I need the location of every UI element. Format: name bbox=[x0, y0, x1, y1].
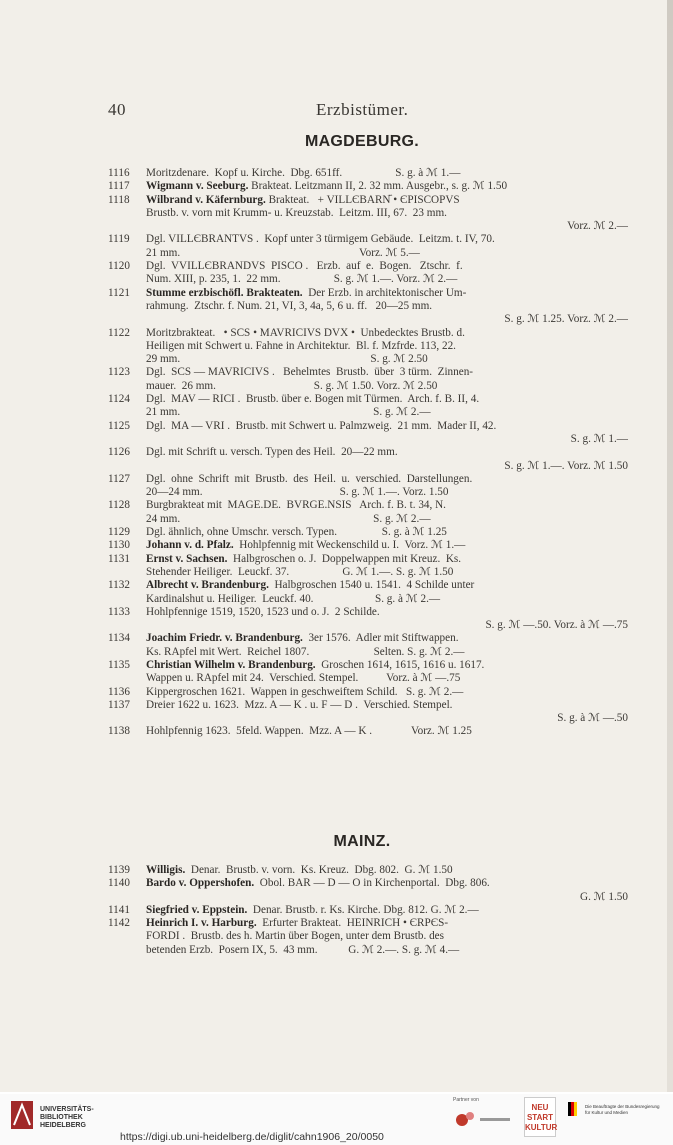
entry-line: Bardo v. Oppershofen. Obol. BAR — D — O in Kirchenportal. Dbg. 806. bbox=[146, 877, 490, 890]
entry-line: Dgl. ähnlich, ohne Umschr. versch. Typen. S. g. à ℳ 1.25 bbox=[146, 526, 447, 539]
entry-number: 1122 bbox=[108, 326, 130, 339]
entry-line: 24 mm. S. g. ℳ 2.— bbox=[146, 512, 431, 525]
ruler-name: Johann v. d. Pfalz. bbox=[146, 539, 234, 552]
ruler-name: Willigis. bbox=[146, 864, 186, 876]
entry-line: Brustb. v. vorn mit Krumm- u. Kreuzstab. Leitzm. III, 67. 23 mm. bbox=[146, 206, 447, 219]
catalog-list-magdeburg bbox=[108, 167, 628, 739]
catalog-entry bbox=[108, 553, 628, 580]
entry-line: Dgl. SCS — MAVRICIVS . Behelmtes Brustb. über 3 türm. Zinnen- bbox=[146, 366, 474, 379]
entry-number: 1134 bbox=[108, 632, 130, 645]
entry-line: Wigmann v. Seeburg. Brakteat. Leitzmann II, 2. 32 mm. Ausgebr., s. g. ℳ 1.50 bbox=[146, 180, 508, 193]
entry-number: 1124 bbox=[108, 393, 130, 406]
catalog-entry bbox=[108, 499, 628, 526]
entry-number: 1138 bbox=[108, 725, 130, 738]
entry-line: Stehender Heiliger. Leuckf. 37. G. ℳ 1.—. S. g. ℳ 1.50 bbox=[146, 565, 454, 578]
entry-line: Heinrich I. v. Harburg. Erfurter Brakteat. HEINRICH • ЄRPЄS- bbox=[146, 917, 449, 930]
page-edge bbox=[667, 0, 673, 1092]
entry-line: G. ℳ 1.50 bbox=[579, 890, 628, 903]
entry-line: Kardinalshut u. Heiliger. Leuckf. 40. S. g. à ℳ 2.— bbox=[146, 592, 441, 605]
entry-line: Stumme erzbischöfl. Brakteaten. Der Erzb. in architektonischer Um- bbox=[146, 286, 467, 299]
section-title-magdeburg: MAGDEBURG. bbox=[304, 133, 420, 150]
catalog-entry bbox=[108, 194, 628, 234]
university-logo-icon bbox=[10, 1100, 34, 1130]
entry-line: Dreier 1622 u. 1623. Mzz. A — K . u. F — D . Verschied. Stempel. bbox=[146, 698, 453, 711]
source-url[interactable]: https://digi.ub.uni-heidelberg.de/diglit/cahn1906_20/0050 bbox=[120, 1131, 384, 1143]
entry-number: 1117 bbox=[108, 180, 130, 193]
entry-number: 1135 bbox=[108, 658, 130, 671]
entry-line: S. g. à ℳ —.50 bbox=[557, 712, 628, 725]
federal-eagle-icon bbox=[568, 1102, 580, 1116]
entry-line: Dgl. mit Schrift u. versch. Typen des Heil. 20—22 mm. bbox=[146, 446, 398, 459]
catalog-entry bbox=[108, 699, 628, 726]
catalog-list-mainz bbox=[108, 864, 628, 957]
entry-number: 1120 bbox=[108, 260, 130, 273]
entry-line: Dgl. ohne Schrift mit Brustb. des Heil. u. verschied. Darstellungen. bbox=[146, 472, 473, 485]
entry-line: S. g. ℳ 1.—. Vorz. ℳ 1.50 bbox=[504, 459, 628, 472]
entry-line: 21 mm. Vorz. ℳ 5.— bbox=[146, 246, 420, 259]
catalog-entry bbox=[108, 864, 628, 877]
entry-number: 1118 bbox=[108, 193, 130, 206]
entry-number: 1141 bbox=[108, 903, 130, 916]
entry-number: 1136 bbox=[108, 685, 130, 698]
entry-number: 1128 bbox=[108, 499, 130, 512]
catalog-entry bbox=[108, 686, 628, 699]
ruler-name: Albrecht v. Brandenburg. bbox=[146, 579, 269, 592]
entry-line: Burgbrakteat mit MAGE.DE. BVRGE.NSIS Arch. f. B. t. 34, N. bbox=[146, 499, 446, 512]
federal-commissioner-label: Die Beauftragte der Bundesregierung für Kultur und Medien bbox=[585, 1104, 660, 1115]
catalog-entry bbox=[108, 287, 628, 327]
entry-line: S. g. ℳ 1.— bbox=[570, 432, 628, 445]
catalog-entry bbox=[108, 180, 628, 193]
entry-number: 1129 bbox=[108, 526, 130, 539]
entry-number: 1139 bbox=[108, 864, 130, 876]
ruler-name: Siegfried v. Eppstein. bbox=[146, 903, 248, 916]
entry-line: Wilbrand v. Käfernburg. Brakteat. + VILLЄBARN᷈ • ЄPISCOPVS bbox=[146, 193, 460, 206]
page-title: Erzbistümer. bbox=[316, 100, 409, 119]
entry-line: mauer. 26 mm. S. g. ℳ 1.50. Vorz. ℳ 2.50 bbox=[146, 379, 438, 392]
entry-line: Dgl. MA — VRI . Brustb. mit Schwert u. Palmzweig. 21 mm. Mader II, 42. bbox=[146, 419, 497, 432]
ruler-name: Joachim Friedr. v. Brandenburg. bbox=[146, 632, 303, 645]
entry-line: Albrecht v. Brandenburg. Halbgroschen 1540 u. 1541. 4 Schilde unter bbox=[146, 579, 475, 592]
ruler-name: Wigmann v. Seeburg. bbox=[146, 180, 249, 193]
entry-line: Num. XIII, p. 235, 1. 22 mm. S. g. ℳ 1.—. Vorz. ℳ 2.— bbox=[146, 273, 458, 286]
catalog-entry bbox=[108, 917, 628, 957]
entry-number: 1132 bbox=[108, 579, 130, 592]
entry-number: 1125 bbox=[108, 419, 130, 432]
ruler-name: Ernst v. Sachsen. bbox=[146, 552, 228, 565]
footer-bar bbox=[0, 1094, 673, 1145]
catalog-entry bbox=[108, 579, 628, 606]
partner-logo-icon bbox=[452, 1104, 512, 1134]
entry-number: 1142 bbox=[108, 917, 130, 930]
entry-line: Hohlpfennig 1623. 5feld. Wappen. Mzz. A — K . Vorz. ℳ 1.25 bbox=[146, 725, 472, 738]
catalog-entry bbox=[108, 327, 628, 367]
entry-line: Johann v. d. Pfalz. Hohlpfennig mit Weckenschild u. I. Vorz. ℳ 1.— bbox=[146, 539, 466, 552]
catalog-entry bbox=[108, 260, 628, 287]
entry-line: Joachim Friedr. v. Brandenburg. 3er 1576. Adler mit Stiftwappen. bbox=[146, 632, 459, 645]
ruler-name: Wilbrand v. Käfernburg. bbox=[146, 193, 266, 206]
entry-line: 20—24 mm. S. g. ℳ 1.—. Vorz. 1.50 bbox=[146, 486, 449, 499]
entry-line: Dgl. MAV — RICI . Brustb. über e. Bogen mit Türmen. Arch. f. B. II, 4. bbox=[146, 393, 480, 406]
catalog-entry bbox=[108, 877, 628, 904]
entry-number: 1133 bbox=[108, 605, 130, 618]
catalog-entry bbox=[108, 606, 628, 633]
partner-label: Partner von bbox=[453, 1097, 479, 1103]
entry-line: Willigis. Denar. Brustb. v. vorn. Ks. Kreuz. Dbg. 802. G. ℳ 1.50 bbox=[146, 864, 453, 876]
entry-line: Vorz. ℳ 2.— bbox=[567, 220, 628, 233]
entry-line: 21 mm. S. g. ℳ 2.— bbox=[146, 406, 431, 419]
catalog-entry bbox=[108, 233, 628, 260]
entry-line: Dgl. VVILLЄBRANDVS PISCO . Erzb. auf e. Bogen. Ztschr. f. bbox=[146, 260, 463, 273]
entry-number: 1131 bbox=[108, 552, 130, 565]
library-name: UNIVERSITÄTS- BIBLIOTHEK HEIDELBERG bbox=[40, 1106, 94, 1129]
entry-line: betenden Erzb. Posern IX, 5. 43 mm. G. ℳ 2.—. S. g. ℳ 4.— bbox=[146, 943, 460, 956]
section-title-mainz: MAINZ. bbox=[333, 833, 391, 850]
catalog-entry bbox=[108, 539, 628, 552]
ruler-name: Christian Wilhelm v. Brandenburg. bbox=[146, 658, 316, 671]
entry-number: 1140 bbox=[108, 877, 130, 890]
entry-line: Moritzdenare. Kopf u. Kirche. Dbg. 651ff. S. g. à ℳ 1.— bbox=[146, 167, 461, 179]
entry-line: Dgl. VILLЄBRANTVS . Kopf unter 3 türmigem Gebäude. Leitzm. t. IV, 70. bbox=[146, 233, 495, 246]
catalog-entry bbox=[108, 393, 628, 420]
catalog-entry bbox=[108, 904, 628, 917]
entry-number: 1127 bbox=[108, 472, 130, 485]
entry-line: Heiligen mit Schwert u. Fahne in Architektur. Bl. f. Mzfrde. 113, 22. bbox=[146, 339, 456, 352]
entry-number: 1116 bbox=[108, 167, 130, 179]
entry-line: Christian Wilhelm v. Brandenburg. Groschen 1614, 1615, 1616 u. 1617. bbox=[146, 658, 485, 671]
catalog-entry bbox=[108, 446, 628, 473]
entry-line: 29 mm. S. g. ℳ 2.50 bbox=[146, 353, 428, 366]
entry-line: Hohlpfennige 1519, 1520, 1523 und o. J. 2 Schilde. bbox=[146, 605, 380, 618]
entry-line: S. g. ℳ —.50. Vorz. à ℳ —.75 bbox=[485, 619, 628, 632]
entry-line: rahmung. Ztschr. f. Num. 21, VI, 3, 4a, 5, 6 u. ff. 20—25 mm. bbox=[146, 299, 433, 312]
page-number: 40 bbox=[108, 100, 126, 119]
entry-number: 1121 bbox=[108, 286, 130, 299]
page-header bbox=[108, 100, 616, 126]
catalog-entry bbox=[108, 366, 628, 393]
entry-number: 1130 bbox=[108, 539, 130, 552]
entry-line: Ernst v. Sachsen. Halbgroschen o. J. Doppelwappen mit Kreuz. Ks. bbox=[146, 552, 462, 565]
entry-number: 1119 bbox=[108, 233, 130, 246]
entry-line: Kippergroschen 1621. Wappen in geschweiftem Schild. S. g. ℳ 2.— bbox=[146, 685, 464, 698]
ruler-name: Stumme erzbischöfl. Brakteaten. bbox=[146, 286, 303, 299]
entry-number: 1137 bbox=[108, 698, 130, 711]
entry-number: 1123 bbox=[108, 366, 130, 379]
catalog-entry bbox=[108, 420, 628, 447]
entry-line: Moritzbrakteat. • SCS • MAVRICIVS DVX • Unbedecktes Brustb. d. bbox=[146, 326, 465, 339]
entry-line: Ks. RApfel mit Wert. Reichel 1807. Selten. S. g. ℳ 2.— bbox=[146, 645, 465, 658]
catalog-entry bbox=[108, 526, 628, 539]
catalog-entry bbox=[108, 725, 628, 738]
entry-line: Siegfried v. Eppstein. Denar. Brustb. r. Ks. Kirche. Dbg. 812. G. ℳ 2.— bbox=[146, 903, 479, 916]
entry-line: FORDI . Brustb. des h. Martin über Bogen, unter dem Brustb. des bbox=[146, 930, 444, 943]
entry-number: 1126 bbox=[108, 446, 130, 459]
entry-line: S. g. ℳ 1.25. Vorz. ℳ 2.— bbox=[504, 313, 628, 326]
catalog-entry bbox=[108, 659, 628, 686]
catalog-entry bbox=[108, 167, 628, 180]
catalog-entry bbox=[108, 632, 628, 659]
ruler-name: Bardo v. Oppershofen. bbox=[146, 877, 255, 890]
catalog-entry bbox=[108, 473, 628, 500]
ruler-name: Heinrich I. v. Harburg. bbox=[146, 917, 257, 930]
neustart-kultur-logo: NEU START KULTUR bbox=[524, 1097, 556, 1137]
entry-line: Wappen u. RApfel mit 24. Verschied. Stempel. Vorz. à ℳ —.75 bbox=[146, 672, 461, 685]
